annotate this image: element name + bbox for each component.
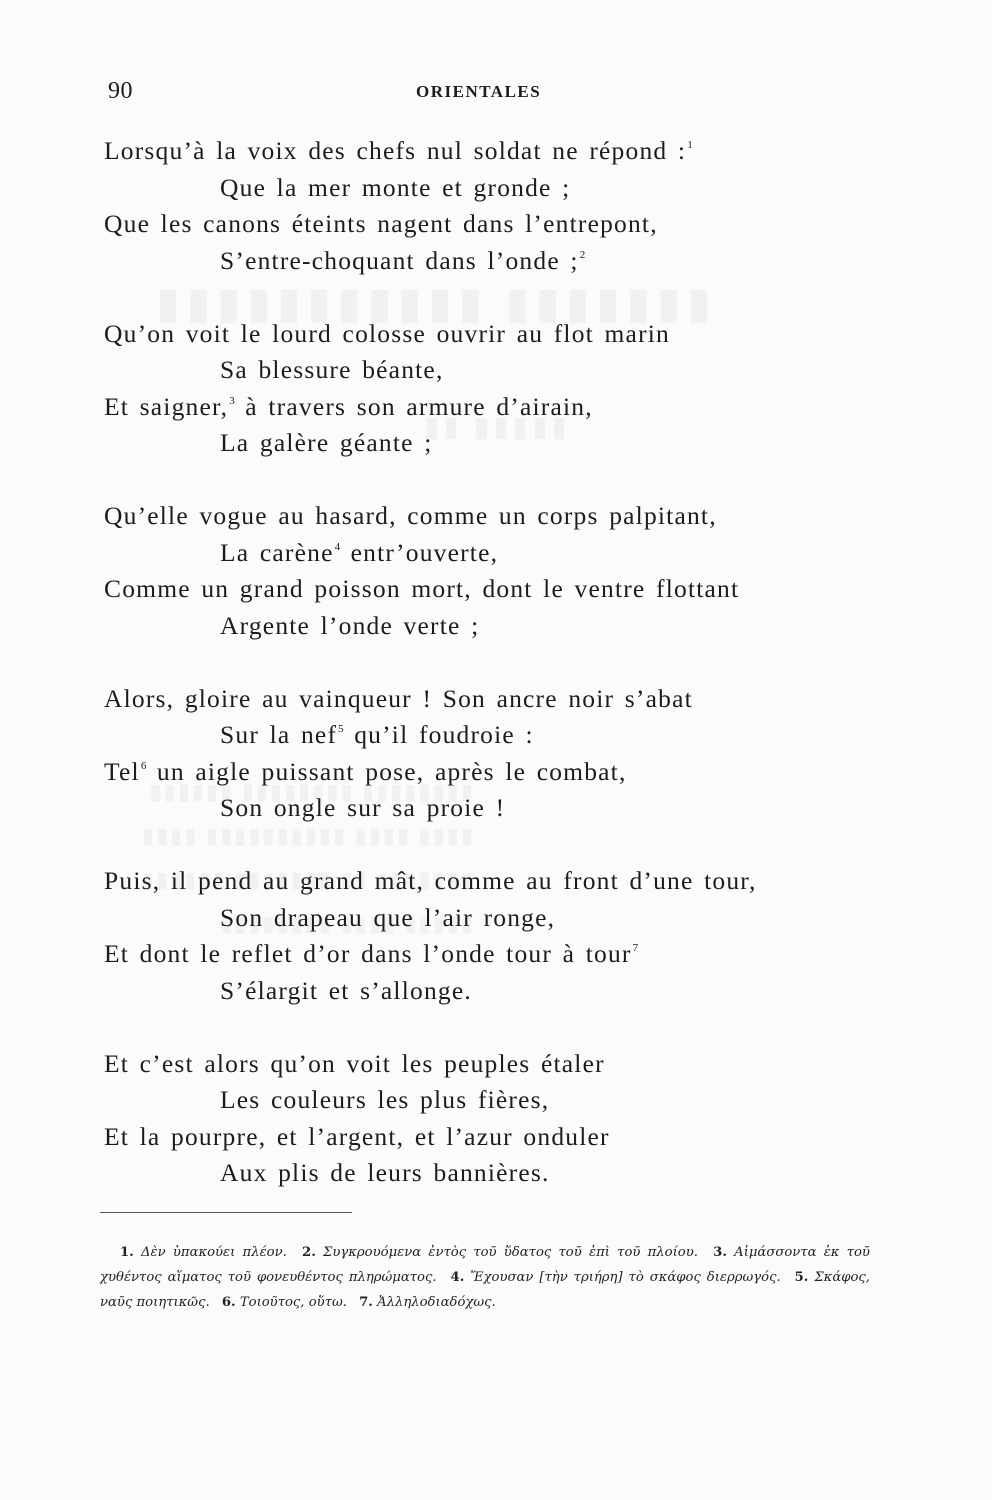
verse-text-continued: un aigle puissant pose, après le combat, — [146, 756, 627, 786]
verse-line — [0, 170, 992, 207]
verse-text: Et dont le reflet d’or dans l’onde tour à tour — [104, 939, 632, 968]
page-header — [0, 78, 992, 108]
verse-text: Alors, gloire au vainqueur ! Son ancre noir s’abat — [104, 683, 693, 713]
verse-line — [0, 1155, 992, 1192]
verse-text: Que les canons éteints nagent dans l’entrepont, — [104, 209, 658, 238]
verse-text: Et saigner, — [104, 391, 229, 421]
running-title: ORIENTALES — [416, 82, 542, 101]
verse-text: Que la mer monte et gronde ; — [220, 172, 571, 202]
verse-text: Et c’est alors qu’on voit les peuples étaler — [104, 1048, 605, 1078]
footnote-number: 7. — [359, 1295, 373, 1310]
footnote-marker: 5 — [338, 723, 344, 735]
footnote-text: Συγκρουόμενα ἐντὸς τοῦ ὕδατος τοῦ ἐπὶ τοῦ πλοίου. — [323, 1245, 698, 1260]
verse-text: Et la pourpre, et l’argent, et l’azur onduler — [104, 1121, 610, 1151]
verse-line — [0, 389, 992, 426]
stanza — [0, 863, 992, 1009]
footnote-number: 5. — [794, 1270, 809, 1285]
verse-text: Tel — [104, 756, 140, 786]
verse-text: S’élargit et s’allonge. — [220, 975, 472, 1005]
verse-text: Son drapeau que l’air ronge, — [220, 902, 556, 932]
footnote-text: Σκάφος, ναῦς ποιητικῶς. — [100, 1270, 870, 1310]
verse-text: Sur la nef — [220, 720, 338, 749]
verse-text: La galère géante ; — [220, 428, 433, 457]
footnote-number: 3. — [713, 1245, 727, 1260]
verse-line — [0, 863, 992, 900]
verse-line — [0, 754, 992, 791]
verse-line — [0, 790, 992, 827]
verse-text-continued: entr’ouverte, — [340, 537, 499, 567]
footnote-number: 6. — [221, 1295, 236, 1310]
footnote-marker: 6 — [140, 759, 147, 772]
footnote-text: Ἔχουσαν [τὴν τριήρη] τὸ σκάφος διερρωγός. — [470, 1270, 781, 1285]
verse-line — [0, 973, 992, 1010]
verse-line — [0, 535, 992, 572]
stanza — [0, 498, 992, 644]
footnote-divider — [100, 1212, 352, 1213]
verse-line — [0, 1119, 992, 1156]
verse-text: S’entre-choquant dans l’onde ; — [220, 245, 579, 275]
verse-line — [0, 681, 992, 718]
poem — [0, 133, 992, 1228]
verse-text: Puis, il pend au grand mât, comme au front d’une tour, — [104, 866, 757, 895]
verse-line — [0, 1046, 992, 1083]
stanza — [0, 1046, 992, 1192]
verse-line — [0, 425, 992, 462]
verse-line — [0, 1082, 992, 1119]
verse-text: La carène — [220, 537, 334, 567]
stanza — [0, 681, 992, 827]
footnote-marker: 7 — [632, 942, 639, 954]
verse-text: Son ongle sur sa proie ! — [220, 793, 506, 822]
page-number: 90 — [108, 78, 133, 104]
verse-line — [0, 900, 992, 937]
footnote-text: Ἀλληλοδιαδόχως. — [377, 1295, 496, 1310]
verse-line — [0, 717, 992, 754]
footnote-text: Δὲν ὑπακούει πλέον. — [141, 1245, 287, 1260]
verse-line — [0, 571, 992, 608]
verse-line — [0, 206, 992, 243]
verse-text-continued: à travers son armure d’airain, — [234, 391, 593, 421]
verse-line — [0, 498, 992, 535]
verse-text: Les couleurs les plus fières, — [220, 1085, 550, 1114]
footnote-number: 4. — [450, 1270, 465, 1285]
verse-text: Lorsqu’à la voix des chefs nul soldat ne répond : — [104, 136, 687, 165]
footnote-number: 1. — [120, 1245, 134, 1260]
footnote-number: 2. — [302, 1245, 316, 1260]
verse-text: Qu’on voit le lourd colosse ouvrir au flot marin — [104, 318, 671, 348]
verse-text: Sa blessure béante, — [220, 355, 444, 384]
verse-text-continued: qu’il foudroie : — [343, 720, 534, 749]
verse-line — [0, 133, 992, 170]
verse-text: Qu’elle vogue au hasard, comme un corps palpitant, — [104, 501, 717, 530]
stanza — [0, 133, 992, 279]
footnote-marker: 1 — [687, 139, 693, 151]
verse-line — [0, 936, 992, 973]
verse-line — [0, 608, 992, 645]
verse-line — [0, 243, 992, 280]
footnote-marker: 4 — [334, 540, 341, 553]
footnote-text: Τοιοῦτος, οὕτω. — [239, 1295, 347, 1310]
stanza — [0, 316, 992, 462]
footnote-marker: 3 — [229, 394, 235, 407]
verse-text: Argente l’onde verte ; — [220, 610, 480, 640]
verse-line — [0, 352, 992, 389]
verse-text: Comme un grand poisson mort, dont le ventre flottant — [104, 574, 740, 603]
footnote-text: Αἱμάσσοντα ἐκ τοῦ χυθέντος αἵματος τοῦ φονευθέντος πληρώματος. — [100, 1245, 870, 1285]
verse-line — [0, 316, 992, 353]
footnotes — [100, 1240, 870, 1315]
footnote-marker: 2 — [579, 248, 586, 261]
verse-text: Aux plis de leurs bannières. — [220, 1158, 550, 1187]
